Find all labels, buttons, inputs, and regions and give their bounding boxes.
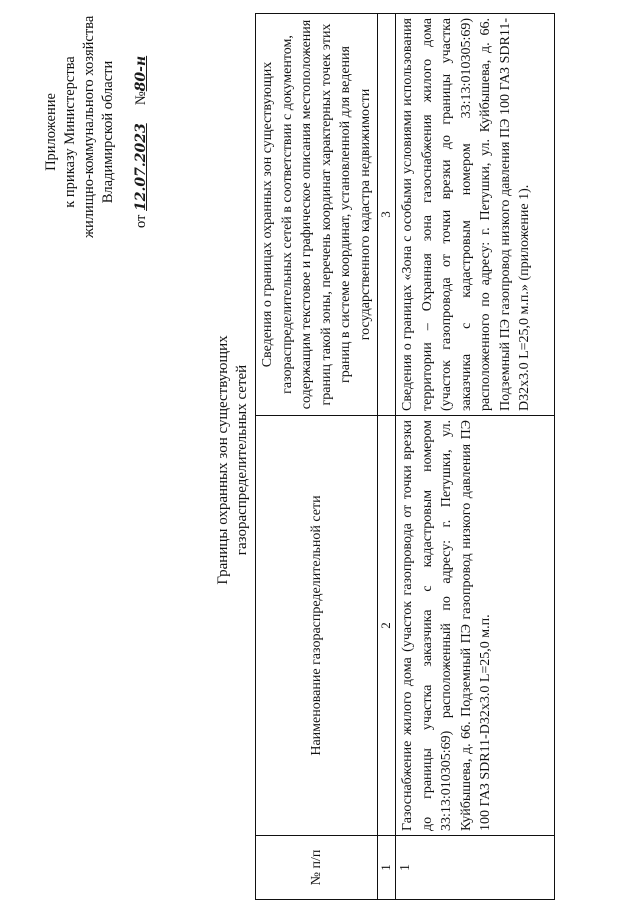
table-header-row: [256, 14, 378, 900]
column-number: 3: [378, 14, 396, 416]
header-zone-info: Сведения о границах охранных зон существующих газораспределительных сетей в соответствии с документом, содержащим текстовое и графическое описания местоположения границ такой зоны, перечень координат характерных точек этих границ в системе координат, установленной для ведения государственного кадастра недвижимости: [256, 14, 378, 416]
title-line-1: Границы охранных зон существующих: [215, 335, 231, 585]
row-zone-info: Сведения о границах «Зона с особыми условиями использования территории – Охранная зона газоснабжения жилого дома (участок газопровода от точки врезки до границы участка заказчика с кадастровым номером 33:13:010305:69) расположенного по адресу: г. Петушки, ул. Куйбышева, д. 66. Подземный ПЭ газопровод низкого давления ПЭ 100 ГАЗ SDR11-D32x3.0 L=25,0 м.п.» (приложение 1).: [396, 14, 555, 416]
number-prefix: №: [133, 91, 149, 106]
zones-table: [255, 13, 555, 900]
row-network-name: Газоснабжение жилого дома (участок газопровода от точки врезки до границы участка заказчика с кадастровым номером 33:13:010305:69) расположенный по адресу: г. Петушки, ул. Куйбышева, д. 66. Подземный ПЭ газопровод низкого давления ПЭ 100 ГАЗ SDR11-D32x3.0 L=25,0 м.п.: [396, 416, 555, 836]
approval-block: [42, 15, 151, 238]
header-num: № п/п: [256, 836, 378, 900]
column-number: 1: [378, 836, 396, 900]
handwritten-date: 12.07.2023: [133, 123, 149, 211]
appendix-label: Приложение: [43, 93, 59, 171]
order-ref-line: к приказу Министерства: [62, 56, 78, 208]
row-num: 1: [396, 836, 555, 900]
handwritten-number: 80-н: [133, 55, 149, 92]
column-number: 2: [378, 416, 396, 836]
order-date-line: [132, 26, 151, 238]
date-prefix: от: [133, 214, 149, 228]
document-title: [214, 310, 252, 610]
header-network-name: Наименование газораспределительной сети: [256, 416, 378, 836]
ministry-name-line: жилищно-коммунального хозяйства: [81, 15, 97, 238]
title-line-2: газораспределительных сетей: [234, 364, 250, 556]
region-name-line: Владимирской области: [100, 60, 116, 204]
column-number-row: [378, 14, 396, 900]
table-row: [396, 14, 555, 900]
